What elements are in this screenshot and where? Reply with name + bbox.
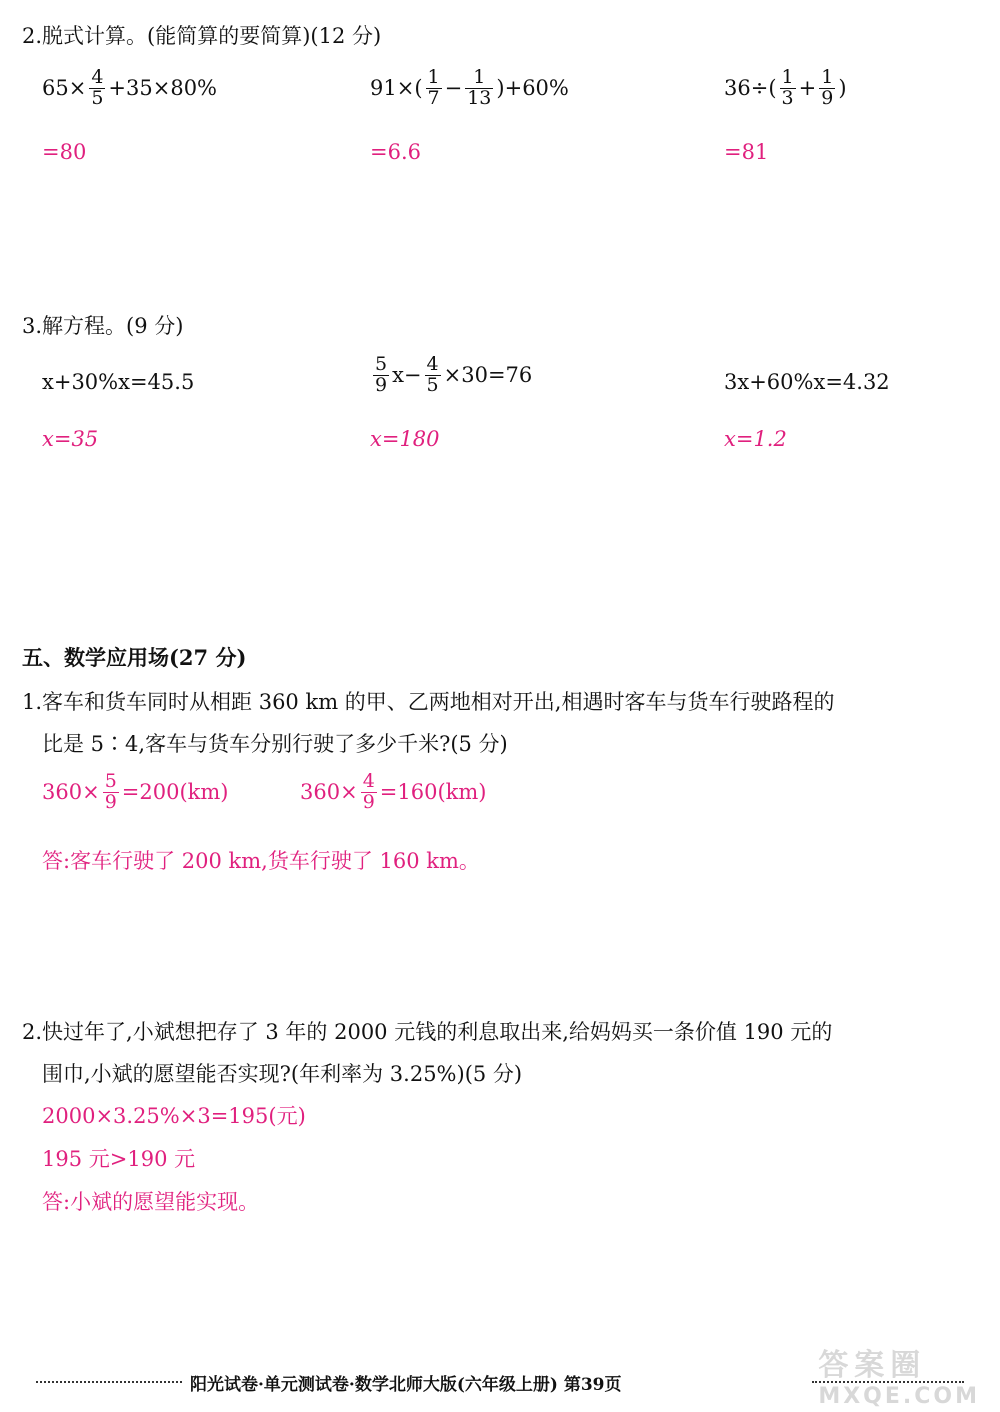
expr-part: +35×80% <box>108 76 218 101</box>
question-5-1-line2: 比是 5∶4,客车与货车分别行驶了多少千米?(5 分) <box>42 732 508 756</box>
denominator: 5 <box>426 373 439 396</box>
section-5-title: 五、数学应用场(27 分) <box>22 645 247 670</box>
watermark-url: MXQE.COM <box>818 1384 980 1409</box>
numerator: 1 <box>427 66 440 88</box>
numerator: 4 <box>362 770 375 792</box>
expr-part: =160(km) <box>379 780 487 805</box>
expr-part: 91×( <box>370 76 423 101</box>
operator: − <box>444 76 463 101</box>
numerator: 4 <box>426 353 439 375</box>
fraction <box>361 772 377 813</box>
expr-part: ) <box>838 76 847 101</box>
denominator: 9 <box>375 373 388 396</box>
expr-part: ×30=76 <box>443 363 533 388</box>
numerator: 5 <box>375 353 388 375</box>
watermark-logo-text: 答案圈 <box>818 1348 927 1383</box>
watermark <box>818 1340 980 1409</box>
section-2-title: 2.脱式计算。(能简算的要简算)(12 分) <box>22 24 382 48</box>
numerator: 1 <box>821 66 834 88</box>
equation-3-3: 3x+60%x=4.32 <box>724 370 890 394</box>
expr-part: 360× <box>42 780 100 805</box>
answer-2-3: =81 <box>724 140 769 164</box>
operator: + <box>798 76 817 101</box>
fraction <box>373 355 389 396</box>
equation-3-1: x+30%x=45.5 <box>42 370 195 394</box>
calc-5-1-a <box>42 772 228 813</box>
denominator: 9 <box>104 790 117 813</box>
answer-3-3: x=1.2 <box>724 427 787 451</box>
answer-3-2: x=180 <box>370 427 440 451</box>
calc-5-1-b <box>300 772 486 813</box>
answer-2-1: =80 <box>42 140 87 164</box>
fraction <box>103 772 119 813</box>
answer-5-1: 答:客车行驶了 200 km,货车行驶了 160 km。 <box>42 849 480 873</box>
denominator: 9 <box>362 790 375 813</box>
expr-part: 65× <box>42 76 87 101</box>
question-5-1-line1: 1.客车和货车同时从相距 360 km 的甲、乙两地相对开出,相遇时客车与货车行驶路程的 <box>22 690 835 714</box>
answer-2-2: =6.6 <box>370 140 421 164</box>
fraction <box>465 68 493 109</box>
footer-divider-left <box>36 1381 182 1383</box>
calc-5-2-a: 2000×3.25%×3=195(元) <box>42 1104 306 1128</box>
expr-part: =200(km) <box>121 780 229 805</box>
numerator: 5 <box>104 770 117 792</box>
denominator: 7 <box>427 86 440 109</box>
fraction <box>819 68 835 109</box>
problem-2-1 <box>42 68 217 109</box>
fraction <box>426 68 442 109</box>
expr-part: x− <box>392 363 422 388</box>
fraction <box>89 68 105 109</box>
expr-part: )+60% <box>496 76 569 101</box>
numerator: 1 <box>473 66 486 88</box>
answer-5-2: 答:小斌的愿望能实现。 <box>42 1190 260 1214</box>
question-5-2-line2: 围巾,小斌的愿望能否实现?(年利率为 3.25%)(5 分) <box>42 1062 523 1086</box>
numerator: 1 <box>781 66 794 88</box>
problem-2-3 <box>724 68 847 109</box>
expr-part: 360× <box>300 780 358 805</box>
expr-part: 36÷( <box>724 76 777 101</box>
denominator: 5 <box>91 86 104 109</box>
fraction <box>425 355 441 396</box>
fraction <box>780 68 796 109</box>
denominator: 13 <box>467 86 492 109</box>
answer-3-1: x=35 <box>42 427 99 451</box>
section-3-title: 3.解方程。(9 分) <box>22 314 184 338</box>
calc-5-2-b: 195 元>190 元 <box>42 1147 196 1171</box>
problem-2-2 <box>370 68 569 109</box>
numerator: 4 <box>91 66 104 88</box>
question-5-2-line1: 2.快过年了,小斌想把存了 3 年的 2000 元钱的利息取出来,给妈妈买一条价值 190 元的 <box>22 1020 833 1044</box>
denominator: 3 <box>781 86 794 109</box>
equation-3-2 <box>370 355 532 396</box>
footer-text: 阳光试卷·单元测试卷·数学北师大版(六年级上册) 第39页 <box>190 1375 622 1395</box>
denominator: 9 <box>821 86 834 109</box>
